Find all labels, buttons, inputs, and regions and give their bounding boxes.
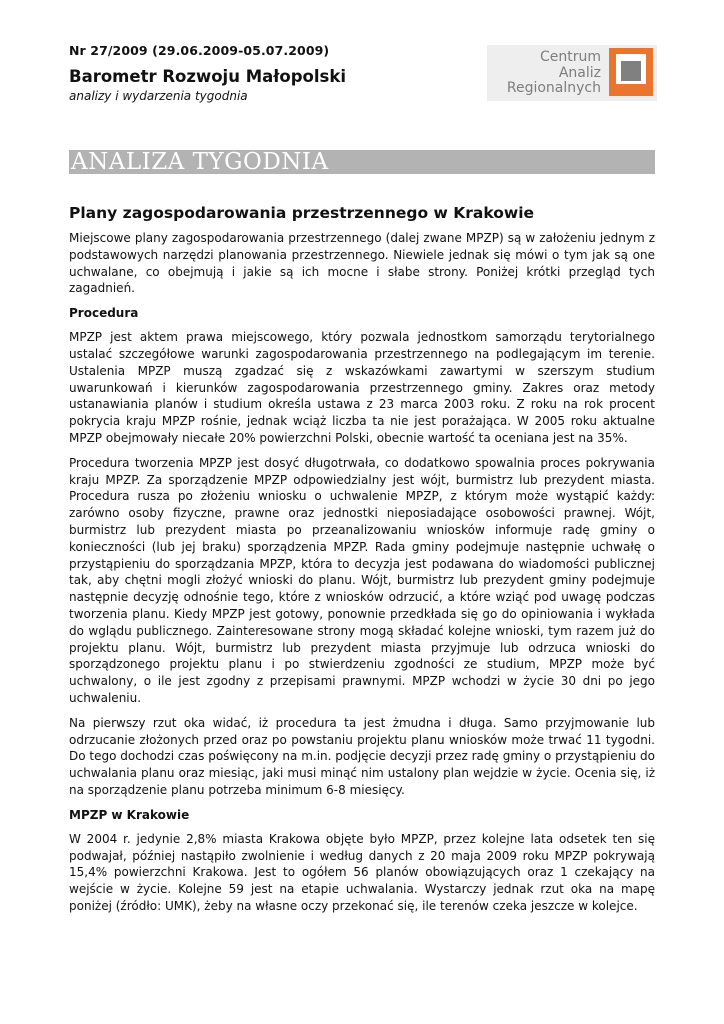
paragraph: Procedura tworzenia MPZP jest dosyć długotrwała, co dodatkowo spowalnia proces pokrywania kraju MPZP. Za sporządzenie MPZP odpowiedzialny jest wójt, burmistrz lub prezydent miasta. Procedura rusza po złożeniu wniosku o uchwalenie MPZP, z którym może wystąpić każdy: zarówno osoby fizyczne, prawne oraz jednostki nieposiadające osobowości prawnej. Wójt, burmistrz lub prezydent miasta po przeanalizowaniu wniosków informuje radę gminy o konieczności (lub jej braku) sporządzenia MPZP. Rada gminy podejmuje następnie uchwałę o przystąpieniu do sporządzania MPZP, która to decyzja jest podawana do wiadomości publicznej tak, aby chętni mogli złożyć wnioski do planu. Wójt, burmistrz lub prezydent gminy podejmuje następnie decyzję odnośnie tego, które z wniosków odrzucić, a które wziąć pod uwagę podczas tworzenia planu. Kiedy MPZP jest gotowy, ponownie przedkłada się go do opiniowania i wykłada do wglądu publicznego. Zainteresowane strony mogą składać kolejne wnioski, tym razem już do projektu planu. Wójt, burmistrz lub prezydent miasta przyjmuje lub odrzuca wnioski do sporządzonego projektu planu i po stwierdzeniu zgodności ze studium, MPZP może być uchwalony, o ile jest zgodny z przepisami prawnymi. MPZP wchodzi w życie 30 dni po jego uchwaleniu. (69, 455, 655, 705)
article (69, 203, 655, 923)
issue-number: Nr 27/2009 (29.06.2009-05.07.2009) (69, 43, 330, 58)
article-intro: Miejscowe plany zagospodarowania przestrzennego (dalej zwane MPZP) są w założeniu jednym z podstawowych narzędzi planowania przestrzennego. Niewiele jednak się mówi o tym jak są one uchwalane, co obejmują i jakie są ich mocne i słabe strony. Poniżej krótki przegląd tych zagadnień. (69, 231, 655, 296)
section-heading-krakow: MPZP w Krakowie (69, 807, 190, 822)
paragraph: Na pierwszy rzut oka widać, iż procedura ta jest żmudna i długa. Samo przyjmowanie lub odrzucanie złożonych przed oraz po powstaniu projektu planu wniosków może trwać 11 tygodni. Do tego dochodzi czas poświęcony na m.in. podjęcie decyzji przez radę gminy o przystąpieniu do uchwalania planu oraz miesiąc, jaki musi minąć nim ustalony plan wejdzie w życie. Ocenia się, iż na sporządzenie planu potrzeba minimum 6-8 miesięcy. (69, 715, 655, 797)
logo (487, 45, 657, 101)
logo-line-3: Regionalnych (506, 80, 601, 96)
paragraph: MPZP jest aktem prawa miejscowego, który pozwala jednostkom samorządu terytorialnego ustalać szczegółowe warunki zagospodarowania przestrzennego na podlegającym im terenie. Ustalenia MPZP muszą zgadzać się z wskazówkami zawartymi w szerszym studium uwarunkowań i kierunków zagospodarowania przestrzennego gminy. Zakres oraz metody ustanawiania planów i studium określa ustawa z 23 marca 2003 roku. Z roku na rok procent pokrycia kraju MPZP rośnie, jednak wciąż liczba ta nie jest porażająca. W 2005 roku aktualne MPZP obejmowały niecałe 20% powierzchni Polski, obecnie wartość ta oceniana jest na 35%. (69, 330, 655, 445)
publication-title: Barometr Rozwoju Małopolski (69, 67, 346, 86)
logo-line-2: Analiz (558, 64, 601, 81)
banner-text: ANALIZA TYGODNIA (71, 149, 329, 175)
article-title: Plany zagospodarowania przestrzennego w Krakowie (69, 204, 535, 222)
logo-text (481, 50, 601, 97)
section-heading-procedure: Procedura (69, 306, 139, 321)
section-banner (69, 150, 655, 174)
logo-line-1: Centrum (539, 49, 601, 65)
publication-subtitle: analizy i wydarzenia tygodnia (69, 89, 248, 103)
logo-square-core (621, 61, 641, 81)
paragraph: W 2004 r. jedynie 2,8% miasta Krakowa objęte było MPZP, przez kolejne lata odsetek ten się podwajał, później nastąpiło zwolnienie i według danych z 20 maja 2009 roku MPZP pokrywają 15,4% powierzchni Krakowa. Jest to ogółem 56 planów obowiązujących oraz 1 czekający na wejście w życie. Kolejne 59 jest na etapie uchwalania. Wystarczy jednak rzut oka na mapę poniżej (źródło: UMK), żeby na własne oczy przekonać się, ile terenów czeka jeszcze w kolejce. (69, 831, 655, 913)
